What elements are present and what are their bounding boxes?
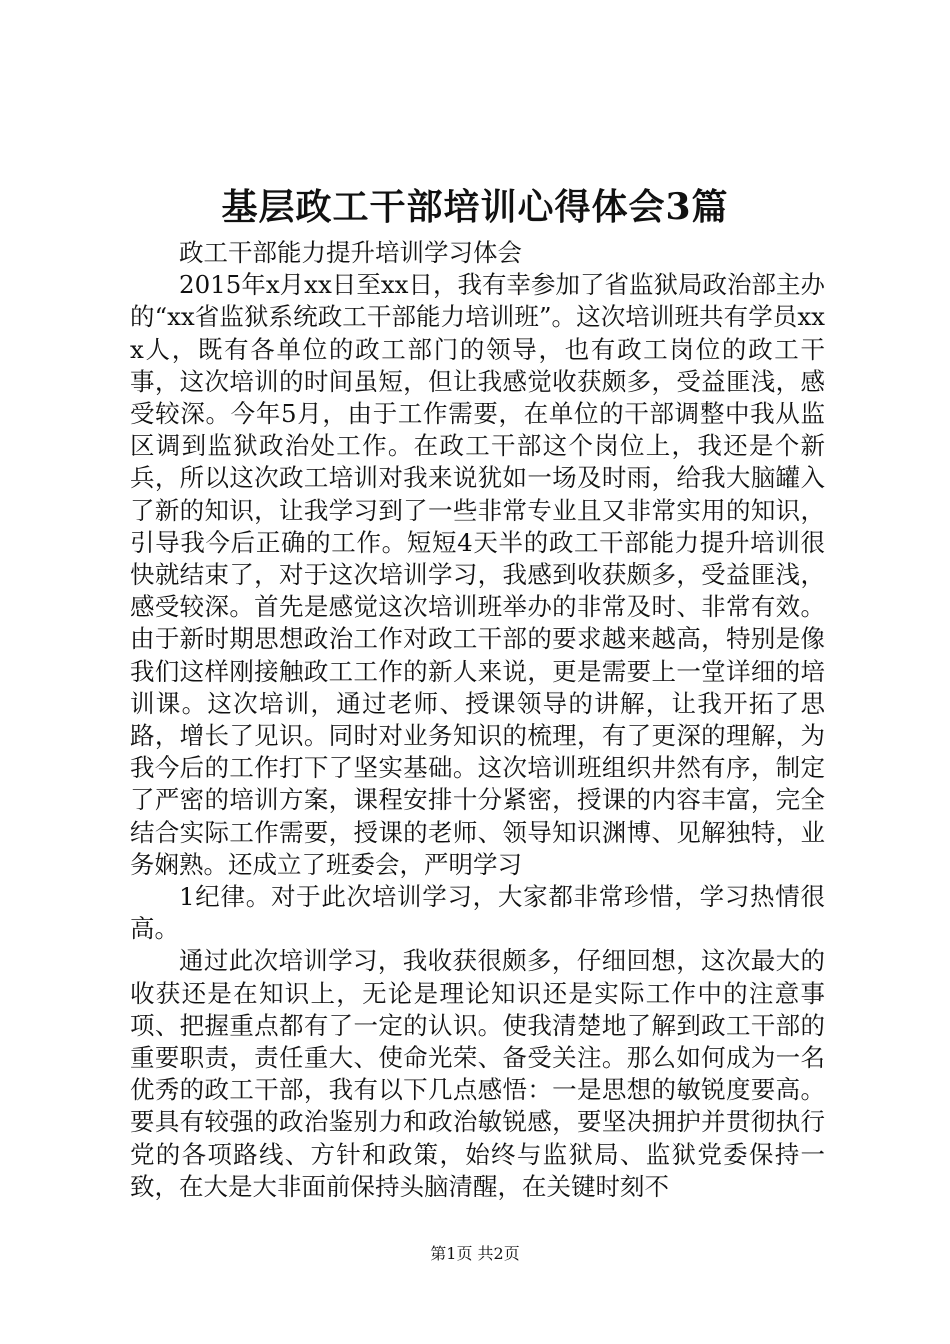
section-subtitle: 政工干部能力提升培训学习体会 <box>179 238 522 267</box>
document-title: 基层政工干部培训心得体会3篇 <box>221 186 729 228</box>
paragraph-1: 2015年x月xx日至xx日，我有幸参加了省监狱局政治部主办的“xx省监狱系统政工干部能力培训班”。这次培训班共有学员xxx人，既有各单位的政工部门的领导，也有政工岗位的政工干事，这次培训的时间虽短，但让我感觉收获颇多，受益匪浅，感受较深。今年5月，由于工作需要，在单位的干部调整中我从监区调到监狱政治处工作。在政工干部这个岗位上，我还是个新兵，所以这次政工培训对我来说犹如一场及时雨，给我大脑罐入了新的知识，让我学习到了一些非常专业且又非常实用的知识，引导我今后正确的工作。短短4天半的政工干部能力提升培训很快就结束了，对于这次培训学习，我感到收获颇多，受益匪浅，感受较深。首先是感觉这次培训班举办的非常及时、非常有效。由于新时期思想政治工作对政工干部的要求越来越高，特别是像我们这样刚接触政工工作的新人来说，更是需要上一堂详细的培训课。这次培训，通过老师、授课领导的讲解，让我开拓了思路，增长了见识。同时对业务知识的梳理，有了更深的理解，为我今后的工作打下了坚实基础。这次培训班组织井然有序，制定了严密的培训方案，课程安排十分紧密，授课的内容丰富，完全结合实际工作需要，授课的老师、领导知识渊博、见解独特，业务娴熟。还成立了班委会，严明学习 <box>130 270 825 879</box>
document-body <box>130 237 825 1203</box>
paragraph-3: 通过此次培训学习，我收获很颇多，仔细回想，这次最大的收获还是在知识上，无论是理论知识还是实际工作中的注意事项、把握重点都有了一定的认识。使我清楚地了解到政工干部的重要职责，责任重大、使命光荣、备受关注。那么如何成为一名优秀的政工干部，我有以下几点感悟：一是思想的敏锐度要高。要具有较强的政治鉴别力和政治敏锐感，要坚决拥护并贯彻执行党的各项路线、方针和政策，始终与监狱局、监狱党委保持一致，在大是大非面前保持头脑清醒，在关键时刻不 <box>130 946 825 1201</box>
page-footer: 第1页 共2页 <box>430 1244 520 1263</box>
paragraph-2: 1纪律。对于此次培训学习，大家都非常珍惜，学习热情很高。 <box>130 882 825 944</box>
